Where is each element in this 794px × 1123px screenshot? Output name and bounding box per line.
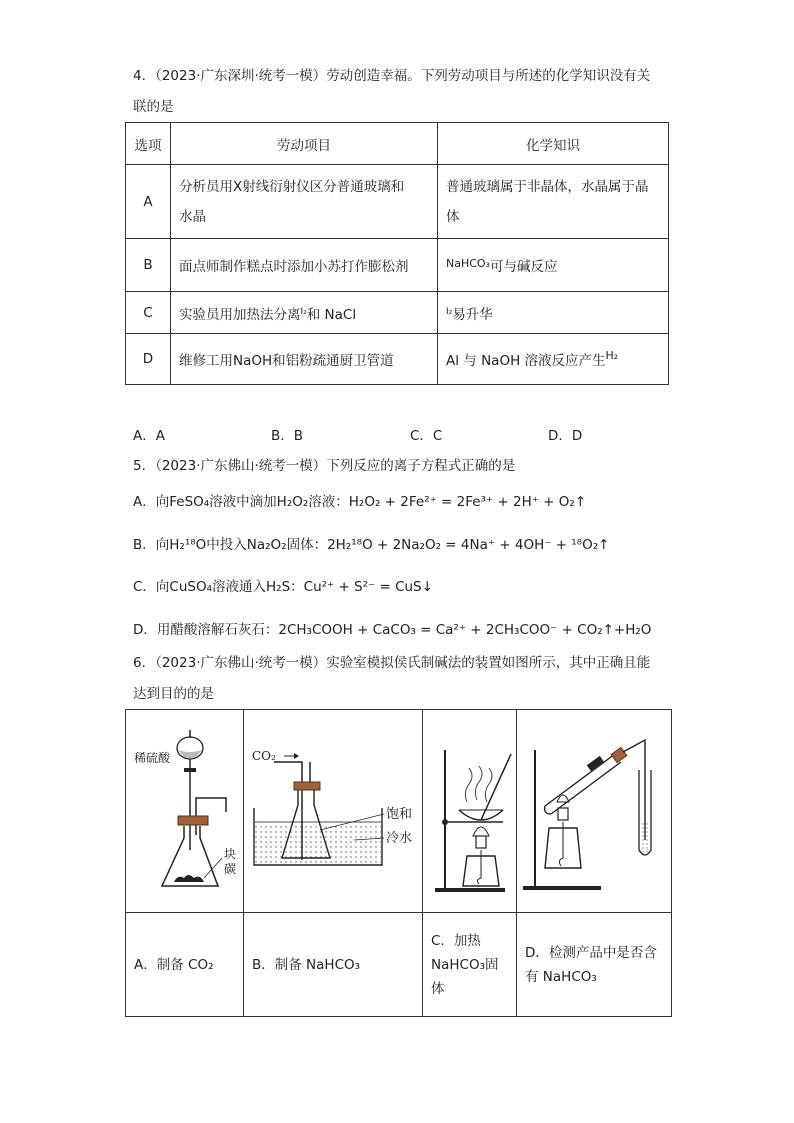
row-labor-line1: 分析员用X射线衍射仪区分普通玻璃和 [179,178,405,195]
row-knowledge-formula: NaHCO₃ [446,257,490,270]
q4-stem-line2: 联的是 [133,99,174,115]
row-knowledge [438,334,669,385]
q4-table [125,122,669,385]
q5-option-a[interactable]: A．向FeSO₄溶液中滴加H₂O₂溶液：H₂O₂ + 2Fe²⁺ = 2Fe³⁺ + 2H⁺ + O₂↑ [133,494,587,510]
stand-base [523,886,601,890]
row-option: B [126,239,171,292]
stopcock [184,768,196,772]
caption-d [517,913,672,1017]
row-knowledge-line2: 体 [446,208,460,225]
slanted-test-tube [545,806,551,814]
q4-table-header [126,123,669,165]
saturated-label: 饱和 [386,807,413,822]
co2-label: CO₂ [252,749,276,763]
caption-c-line1: C．加热 [431,932,481,949]
row-knowledge [438,239,669,292]
block-label-2: 碳 [224,862,237,876]
q4-option-b[interactable]: B．B [271,428,304,444]
q4-option-d[interactable]: D．D [548,428,583,444]
caption-d-line1: D．检测产品中是否含 [525,944,657,961]
header-knowledge: 化学知识 [438,123,669,165]
q4-option-a[interactable]: A．A [133,428,165,444]
q5-option-d[interactable]: D．用醋酸溶解石灰石：2CH₃COOH + CaCO₃ = Ca²⁺ + 2CH₃COO⁻ + CO₂↑+H₂O [133,622,652,638]
q5-option-c[interactable]: C．向CuSO₄溶液通入H₂S：Cu²⁺ + S²⁻ = CuS↓ [133,579,433,595]
stand-base [435,888,505,892]
caption-c [423,913,517,1017]
row-labor [171,292,438,334]
q6-figure-table [125,709,672,1017]
row-labor-text2: 和 NaCl [306,306,357,323]
row-knowledge-formula: H₂ [605,349,619,362]
header-labor: 劳动项目 [171,123,438,165]
test-tube-heating-figure [517,710,671,908]
row-option: A [126,165,171,239]
row-knowledge-line1: 普通玻璃属于非晶体，水晶属于晶 [446,178,649,195]
caption-b: B．制备 NaHCO₃ [244,913,423,1017]
stopper [294,782,320,790]
table-row [126,239,669,292]
row-knowledge [438,292,669,334]
figure-a-cell [126,710,244,913]
row-knowledge-text: 易升华 [452,306,493,323]
caption-c-line3: 体 [431,980,445,997]
row-knowledge [438,165,669,239]
table-row [126,165,669,239]
row-labor-line2: 水晶 [179,208,206,225]
table-row [126,292,669,334]
row-labor: 维修工用NaOH和铝粉疏通厨卫管道 [171,334,438,385]
q5-stem: 5．（2023·广东佛山·统考一模）下列反应的离子方程式正确的是 [133,458,516,474]
q4-option-c[interactable]: C．C [410,428,443,444]
row-labor: 面点师制作糕点时添加小苏打作膨松剂 [171,239,438,292]
row-labor [171,165,438,239]
row-knowledge-formula: I₂ [446,306,453,317]
row-knowledge-text: 可与碱反应 [490,259,558,275]
nahco3-reactor-figure [244,710,422,908]
row-labor-formula: I₂ [300,306,307,317]
stopper [178,816,208,825]
row-option: C [126,292,171,334]
figure-c-cell [423,710,517,913]
q5-option-b[interactable]: B．向H₂¹⁸O中投入Na₂O₂固体：2H₂¹⁸O + 2Na₂O₂ = 4Na⁺ + 4OH⁻ + ¹⁸O₂↑ [133,537,610,553]
solid-chunks [174,875,204,882]
q6-stem-line2: 达到目的的是 [133,686,214,702]
row-labor-text: 实验员用加热法分离 [179,306,301,323]
row-knowledge-text: Al 与 NaOH 溶液反应产生 [446,353,606,369]
co2-generator-figure [126,710,243,908]
figure-d-cell [517,710,672,913]
caption-a: A．制备 CO₂ [126,913,244,1017]
header-option: 选项 [126,123,171,165]
caption-d-line2: 有 NaHCO₃ [525,968,597,985]
acid-label: 稀硫酸 [134,751,171,765]
figure-b-cell [244,710,423,913]
caption-c-line2: NaHCO₃固 [431,956,499,973]
evaporating-dish-figure [423,710,516,908]
q4-stem-line1: 4．（2023·广东深圳·统考一模）劳动创造幸福。下列劳动项目与所述的化学知识没有关 [133,68,651,84]
cold-water-label: 冷水 [386,831,413,846]
q6-stem-line1: 6．（2023·广东佛山·统考一模）实验室模拟侯氏制碱法的装置如图所示，其中正确且能 [133,655,651,671]
block-label-1: 块 [224,847,237,861]
stopper [611,747,627,762]
row-option: D [126,334,171,385]
table-row [126,334,669,385]
